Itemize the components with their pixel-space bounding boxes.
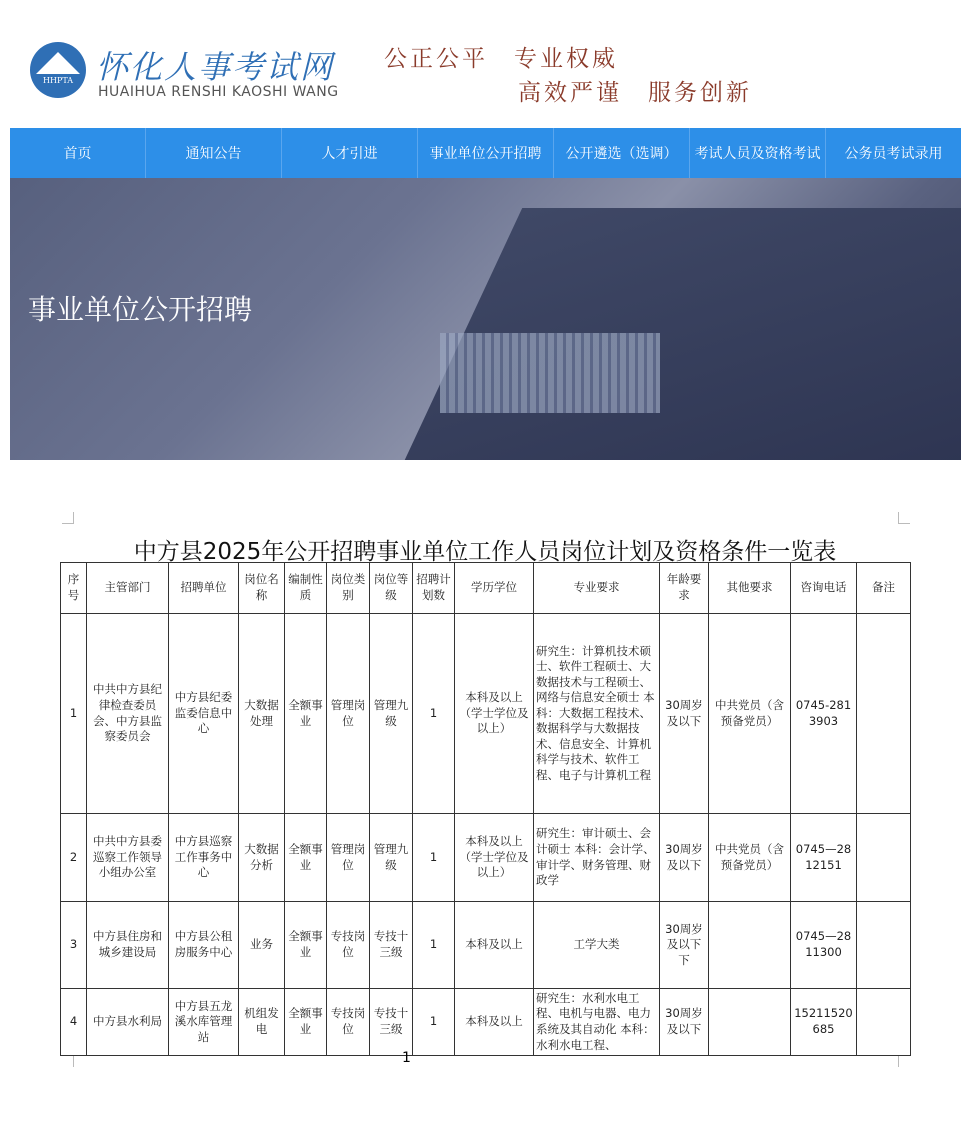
page-corner-mark	[62, 512, 74, 524]
table-cell: 全额事业	[285, 989, 327, 1056]
table-cell: 管理九级	[370, 814, 413, 902]
banner-windows	[440, 333, 660, 413]
logo-subtitle: HUAIHUA RENSHI KAOSHI WANG	[98, 84, 339, 100]
nav-exams[interactable]: 考试人员及资格考试	[690, 128, 826, 178]
column-header: 专业要求	[534, 563, 660, 614]
table-cell: 专技岗位	[327, 902, 370, 989]
column-header: 岗位名称	[239, 563, 285, 614]
table-cell: 3	[61, 902, 87, 989]
column-header: 其他要求	[709, 563, 791, 614]
slogan-line-1: 公正公平 专业权威	[384, 46, 618, 72]
table-cell: 1	[413, 614, 455, 814]
table-cell	[857, 614, 911, 814]
table-cell: 全额事业	[285, 814, 327, 902]
table-cell: 管理九级	[370, 614, 413, 814]
table-cell: 中共中方县委巡察工作领导小组办公室	[87, 814, 169, 902]
table-cell	[857, 902, 911, 989]
table-cell: 管理岗位	[327, 814, 370, 902]
page-corner-mark	[898, 1055, 910, 1067]
table-cell: 机组发电	[239, 989, 285, 1056]
positions-table	[60, 562, 911, 1056]
table-row	[61, 614, 911, 814]
banner	[10, 178, 961, 460]
column-header: 岗位等级	[370, 563, 413, 614]
column-header: 序号	[61, 563, 87, 614]
table-cell: 专技十三级	[370, 989, 413, 1056]
column-header: 主管部门	[87, 563, 169, 614]
table-cell: 中方县水利局	[87, 989, 169, 1056]
table-cell: 1	[413, 814, 455, 902]
nav-talent[interactable]: 人才引进	[282, 128, 418, 178]
nav-civil-service[interactable]: 公务员考试录用	[844, 146, 943, 162]
column-header: 年龄要求	[660, 563, 709, 614]
nav-public-institution-recruitment[interactable]: 事业单位公开招聘	[418, 128, 554, 178]
table-cell: 0745—2811300	[791, 902, 857, 989]
column-header: 学历学位	[455, 563, 534, 614]
table-cell: 中方县纪委监委信息中心	[169, 614, 239, 814]
column-header: 岗位类别	[327, 563, 370, 614]
table-cell: 4	[61, 989, 87, 1056]
table-cell: 全额事业	[285, 902, 327, 989]
logo-icon[interactable]: HHPTA	[30, 42, 86, 98]
nav-home[interactable]: 首页	[10, 128, 146, 178]
table-row	[61, 902, 911, 989]
logo-title[interactable]: 怀化人事考试网	[96, 48, 335, 86]
table-cell: 0745-2813903	[791, 614, 857, 814]
table-cell: 大数据处理	[239, 614, 285, 814]
table-cell: 研究生：审计硕士、会计硕士 本科：会计学、审计学、财务管理、财政学	[534, 814, 660, 902]
column-header: 咨询电话	[791, 563, 857, 614]
page-corner-mark	[898, 512, 910, 524]
nav-selection[interactable]: 公开遴选（选调）	[554, 128, 690, 178]
table-cell: 中方县公租房服务中心	[169, 902, 239, 989]
column-header: 招聘单位	[169, 563, 239, 614]
table-cell: 中共党员（含预备党员）	[709, 814, 791, 902]
table-cell: 本科及以上	[455, 989, 534, 1056]
table-cell: 30周岁及以下	[660, 814, 709, 902]
table-cell: 工学大类	[534, 902, 660, 989]
table-cell	[857, 989, 911, 1056]
table-cell: 2	[61, 814, 87, 902]
table-cell: 1	[61, 614, 87, 814]
table-row	[61, 989, 911, 1056]
slogan-line-2: 高效严谨 服务创新	[518, 80, 752, 106]
table-cell: 专技岗位	[327, 989, 370, 1056]
table-cell: 中方县五龙溪水库管理站	[169, 989, 239, 1056]
table-header-row	[61, 563, 911, 614]
table-cell: 1	[413, 902, 455, 989]
table-cell: 30周岁及以下下	[660, 902, 709, 989]
table-cell	[857, 814, 911, 902]
table-cell: 业务	[239, 902, 285, 989]
table-cell	[709, 989, 791, 1056]
page-number: 1	[402, 1050, 411, 1066]
site-header	[0, 0, 971, 128]
main-nav	[10, 128, 961, 178]
table-row	[61, 814, 911, 902]
table-cell: 30周岁及以下	[660, 989, 709, 1056]
column-header: 备注	[857, 563, 911, 614]
table-cell: 研究生：计算机技术硕士、软件工程硕士、大数据技术与工程硕士、网络与信息安全硕士 本科：大数据工程技术、数据科学与大数据技术、信息安全、计算机科学与技术、软件工程、电子与计算机工程	[534, 614, 660, 814]
table-cell: 研究生：水利水电工程、电机与电器、电力系统及其自动化 本科：水利水电工程、	[534, 989, 660, 1056]
table-cell: 1	[413, 989, 455, 1056]
column-header: 招聘计划数	[413, 563, 455, 614]
table-cell	[709, 902, 791, 989]
table-cell: 中方县住房和城乡建设局	[87, 902, 169, 989]
table-cell: 中方县巡察工作事务中心	[169, 814, 239, 902]
table-cell: 大数据分析	[239, 814, 285, 902]
nav-notices[interactable]: 通知公告	[146, 128, 282, 178]
table-cell: 本科及以上（学士学位及以上）	[455, 614, 534, 814]
table-cell: 0745—2812151	[791, 814, 857, 902]
table-cell: 中共党员（含预备党员）	[709, 614, 791, 814]
page-corner-mark	[62, 1055, 74, 1067]
column-header: 编制性质	[285, 563, 327, 614]
document-title: 中方县2025年公开招聘事业单位工作人员岗位计划及资格条件一览表	[133, 539, 837, 565]
table-cell: 本科及以上	[455, 902, 534, 989]
table-cell: 本科及以上（学士学位及以上）	[455, 814, 534, 902]
table-cell: 管理岗位	[327, 614, 370, 814]
table-cell: 中共中方县纪律检查委员会、中方县监察委员会	[87, 614, 169, 814]
table-cell: 30周岁及以下	[660, 614, 709, 814]
banner-title: 事业单位公开招聘	[28, 293, 253, 326]
table-cell: 专技十三级	[370, 902, 413, 989]
table-cell: 15211520685	[791, 989, 857, 1056]
table-cell: 全额事业	[285, 614, 327, 814]
